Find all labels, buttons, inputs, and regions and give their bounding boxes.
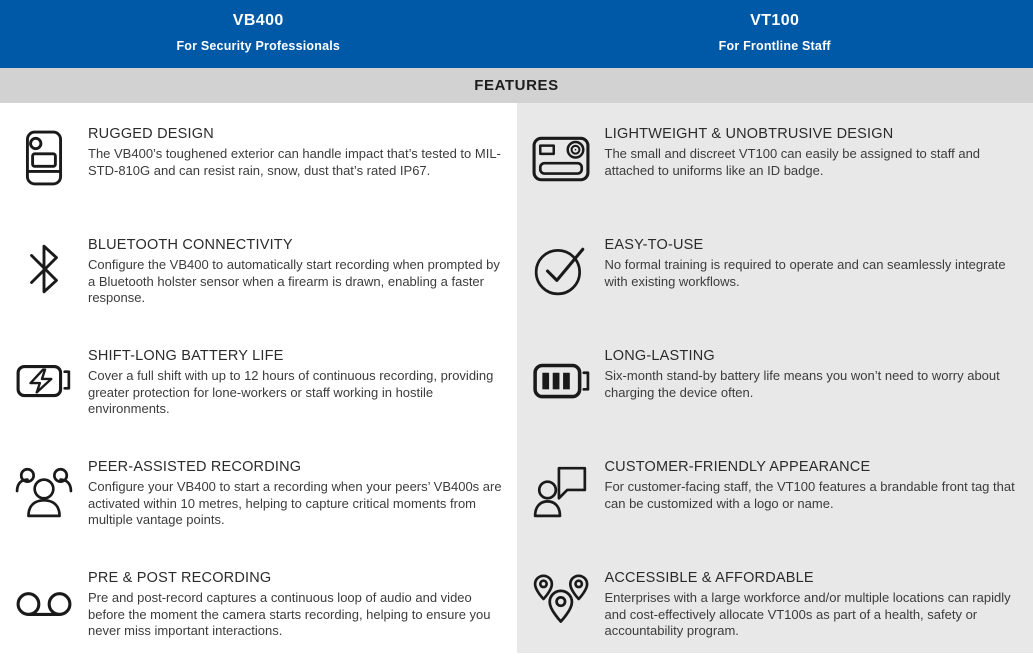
feature-description: Configure the VB400 to automatically start recording when prompted by a Bluetooth holster sensor when a firearm is drawn, enabling a faster response. bbox=[88, 257, 500, 305]
feature-title: CUSTOMER-FRIENDLY APPEARANCE bbox=[604, 459, 871, 475]
feature-text bbox=[605, 232, 1025, 290]
feature-title: LIGHTWEIGHT & UNOBTRUSIVE DESIGN bbox=[604, 126, 894, 142]
feature-text bbox=[88, 454, 508, 529]
feature-text bbox=[88, 232, 508, 307]
feature-title: LONG-LASTING bbox=[604, 348, 715, 364]
feature-title: PEER-ASSISTED RECORDING bbox=[88, 459, 302, 475]
product-subtitle-vb400: For Security Professionals bbox=[176, 39, 341, 53]
feature-row bbox=[0, 232, 517, 343]
feature-description: Cover a full shift with up to 12 hours of continuous recording, providing greater protection for lone-workers or staff working in hostile environments. bbox=[88, 368, 494, 416]
feature-description: The small and discreet VT100 can easily be assigned to staff and attached to uniforms like an ID badge. bbox=[604, 146, 981, 178]
feature-row bbox=[0, 343, 517, 454]
feature-row bbox=[517, 232, 1033, 343]
feature-description: For customer-facing staff, the VT100 features a brandable front tag that can be customized with a logo or name. bbox=[604, 479, 1015, 511]
bluetooth-icon bbox=[0, 232, 88, 298]
feature-text bbox=[88, 121, 508, 179]
product-title-vb400: VB400 bbox=[232, 12, 284, 29]
people-group-icon bbox=[0, 454, 88, 520]
feature-description: The VB400’s toughened exterior can handle impact that’s tested to MIL-STD-810G and can resist rain, snow, dust that’s rated IP67. bbox=[88, 146, 501, 178]
features-content bbox=[0, 103, 1033, 659]
features-column-vt100 bbox=[517, 103, 1033, 659]
header-column-vt100 bbox=[517, 0, 1033, 68]
feature-text bbox=[605, 565, 1025, 640]
feature-title: ACCESSIBLE & AFFORDABLE bbox=[604, 570, 814, 586]
battery-full-icon bbox=[517, 343, 605, 409]
feature-row bbox=[0, 565, 517, 640]
checkmark-circle-icon bbox=[517, 232, 605, 298]
feature-title: SHIFT-LONG BATTERY LIFE bbox=[88, 348, 284, 364]
feature-description: Enterprises with a large workforce and/or multiple locations can rapidly and cost-effectively allocate VT100s as part of a health, safety or accountability program. bbox=[604, 590, 1011, 638]
feature-description: Configure your VB400 to start a recording when your peers’ VB400s are activated within 10 metres, helping to capture critical moments from multiple vantage points. bbox=[88, 479, 502, 527]
person-speech-bubble-icon bbox=[517, 454, 605, 520]
feature-row bbox=[517, 121, 1033, 232]
feature-text bbox=[88, 565, 508, 640]
feature-text bbox=[605, 121, 1025, 179]
features-band bbox=[0, 68, 1033, 103]
feature-text bbox=[88, 343, 508, 418]
product-title-vt100: VT100 bbox=[750, 12, 800, 29]
feature-row bbox=[517, 343, 1033, 454]
battery-charging-icon bbox=[0, 343, 88, 409]
product-subtitle-vt100: For Frontline Staff bbox=[718, 39, 831, 53]
feature-row bbox=[517, 454, 1033, 565]
feature-row bbox=[0, 454, 517, 565]
body-camera-icon bbox=[0, 121, 88, 187]
feature-description: Six-month stand-by battery life means you won’t need to worry about charging the device often. bbox=[604, 368, 1000, 400]
feature-description: Pre and post-record captures a continuous loop of audio and video before the moment the camera starts recording, helping to ensure you never miss important interactions. bbox=[88, 590, 491, 638]
feature-row bbox=[0, 121, 517, 232]
feature-title: RUGGED DESIGN bbox=[88, 126, 214, 142]
feature-text bbox=[605, 454, 1025, 512]
wearable-camera-icon bbox=[517, 121, 605, 187]
voicemail-reels-icon bbox=[0, 565, 88, 631]
feature-description: No formal training is required to operate and can seamlessly integrate with existing workflows. bbox=[604, 257, 1006, 289]
location-pins-icon bbox=[517, 565, 605, 631]
features-column-vb400 bbox=[0, 103, 517, 659]
feature-title: BLUETOOTH CONNECTIVITY bbox=[88, 237, 293, 253]
header-column-vb400 bbox=[0, 0, 517, 68]
features-band-label: FEATURES bbox=[474, 77, 559, 94]
feature-title: PRE & POST RECORDING bbox=[88, 570, 272, 586]
feature-row bbox=[517, 565, 1033, 640]
feature-text bbox=[605, 343, 1025, 401]
feature-title: EASY-TO-USE bbox=[604, 237, 704, 253]
header bbox=[0, 0, 1033, 68]
